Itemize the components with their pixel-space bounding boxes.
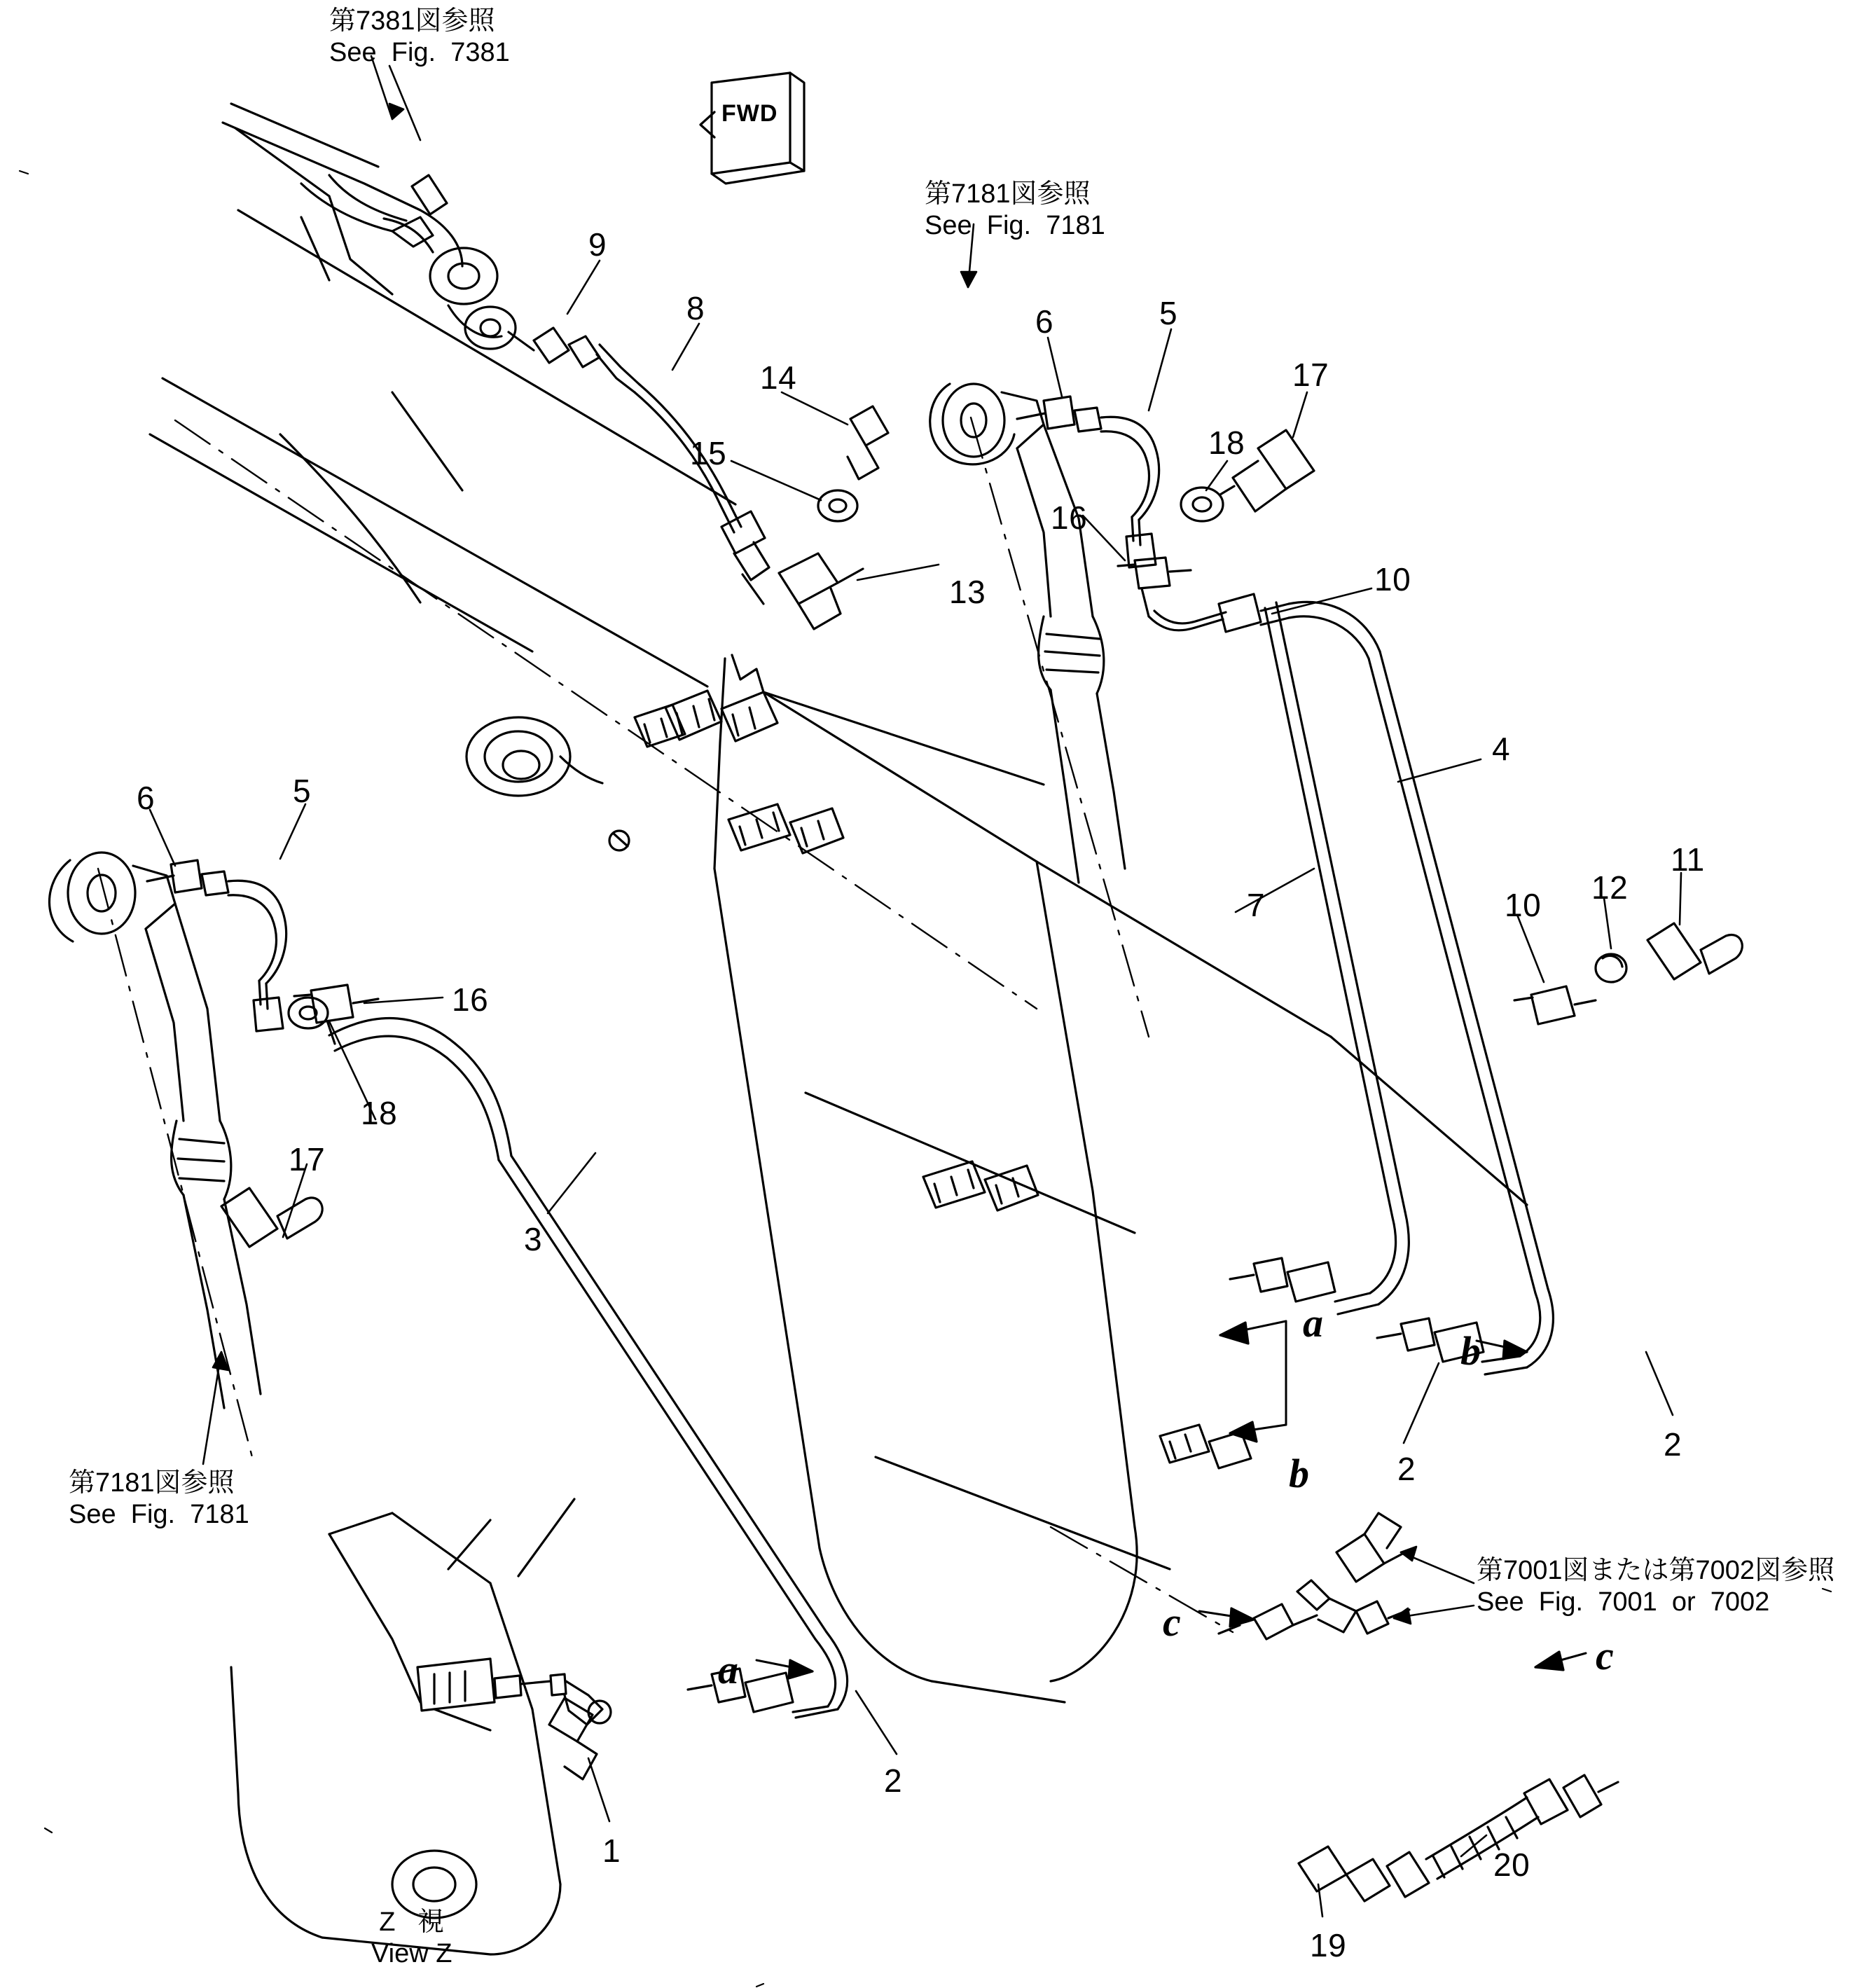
item-number-4: 4: [1492, 731, 1511, 767]
item-number-16-left: 16: [452, 981, 489, 1018]
reference-note-7181-bottom-en: See Fig. 7181: [69, 1499, 249, 1529]
item-number-3: 3: [524, 1221, 543, 1257]
section-letter-c-left: c: [1163, 1599, 1181, 1645]
centerline-c: [1051, 1527, 1233, 1632]
section-letter-a-bottom: a: [718, 1647, 738, 1692]
fwd-marker-icon: [700, 73, 804, 184]
tube-3-assembly: [329, 1019, 848, 1718]
reference-note-7181-bottom: [69, 1468, 249, 1531]
fwd-marker-label: FWD: [721, 100, 778, 127]
item-number-16-right: 16: [1051, 499, 1088, 536]
item-number-2-left: 2: [884, 1762, 903, 1799]
elbow-5-right: [1017, 396, 1159, 567]
item-number-1: 1: [602, 1832, 621, 1869]
reference-note-7001-7002-jp: 第7001図または第7002図参照: [1477, 1556, 1835, 1585]
item-number-6-left: 6: [137, 780, 156, 816]
arm-cylinder-left: [49, 853, 261, 1408]
item-number-15: 15: [690, 435, 727, 471]
item-number-12: 12: [1591, 869, 1629, 906]
item-number-20: 20: [1493, 1847, 1530, 1883]
section-letter-b-right: b: [1460, 1328, 1481, 1374]
boom-detail-circles: [466, 717, 629, 850]
item-number-10-lower: 10: [1505, 887, 1542, 923]
hose-8-assembly: [509, 328, 769, 604]
item-11-bolt: [1647, 923, 1742, 979]
clamp-upper-2: [728, 804, 843, 853]
reference-note-7381-en: See Fig. 7381: [329, 37, 510, 67]
tube-7-assembly: [1265, 602, 1409, 1314]
item-15-washer: [818, 490, 857, 521]
centerline-left-cyl: [98, 869, 252, 1457]
item-14-plug: [848, 406, 888, 479]
item-number-14: 14: [760, 359, 797, 396]
item-number-10-upper: 10: [1374, 561, 1411, 598]
reference-note-7381: [329, 6, 510, 69]
paper-specks: [20, 171, 1831, 1987]
view-z-label: [371, 1907, 452, 1970]
fitting-2-left-lower: [688, 1669, 793, 1712]
item-number-5-right: 5: [1159, 295, 1178, 331]
item-number-5-left: 5: [293, 773, 312, 809]
item-number-17-left: 17: [289, 1141, 326, 1178]
reference-note-7181-top: [925, 179, 1105, 242]
view-z-label-jp: Z 視: [379, 1907, 445, 1937]
reference-note-7181-top-en: See Fig. 7181: [925, 210, 1105, 240]
item-number-2-center: 2: [1397, 1451, 1416, 1487]
view-z-structure: [231, 1499, 574, 1954]
boom-structure: [150, 210, 1527, 1702]
view-z-label-en: View Z: [371, 1938, 452, 1968]
tube-4-assembly: [1149, 594, 1553, 1374]
item-number-9: 9: [588, 226, 607, 263]
bolt-17-left: [221, 1188, 322, 1247]
reference-note-7181-bottom-jp: 第7181図参照: [69, 1468, 235, 1498]
section-letter-b-left: b: [1289, 1451, 1309, 1496]
item-number-8: 8: [686, 290, 705, 326]
item-number-17-right: 17: [1292, 357, 1329, 393]
item-number-11: 11: [1671, 841, 1705, 878]
reference-note-7001-7002: [1477, 1555, 1834, 1618]
washer-18-left: [289, 998, 328, 1028]
item-number-7: 7: [1247, 887, 1266, 923]
section-letter-a-top: a: [1303, 1300, 1323, 1346]
item-13-connector: [779, 553, 863, 629]
reference-note-7381-jp: 第7381図参照: [329, 6, 495, 36]
clamp-middle: [923, 1161, 1038, 1210]
item-number-13: 13: [949, 574, 986, 610]
arm-cylinder-right: [930, 384, 1125, 883]
clamp-left-upper: [635, 705, 685, 747]
item-12-ring: [1596, 954, 1626, 982]
item-number-19: 19: [1310, 1927, 1347, 1963]
reference-note-7001-7002-en: See Fig. 7001 or 7002: [1477, 1587, 1770, 1617]
hose-20-assembly: [1299, 1775, 1618, 1901]
item-number-2-right: 2: [1664, 1426, 1682, 1463]
section-letter-c-right: c: [1596, 1633, 1614, 1678]
reference-note-7181-top-jp: 第7181図参照: [925, 179, 1091, 209]
item-10-right-lower: [1514, 986, 1596, 1024]
item-number-18-left: 18: [361, 1095, 398, 1131]
centerline-boom: [175, 420, 1037, 1009]
item-number-18-right: 18: [1208, 424, 1245, 461]
leader-lines: [150, 56, 1681, 1917]
fitting-2-center: [1230, 1258, 1335, 1302]
item-number-6-right: 6: [1035, 303, 1054, 340]
washer-18-right: [1181, 488, 1223, 521]
